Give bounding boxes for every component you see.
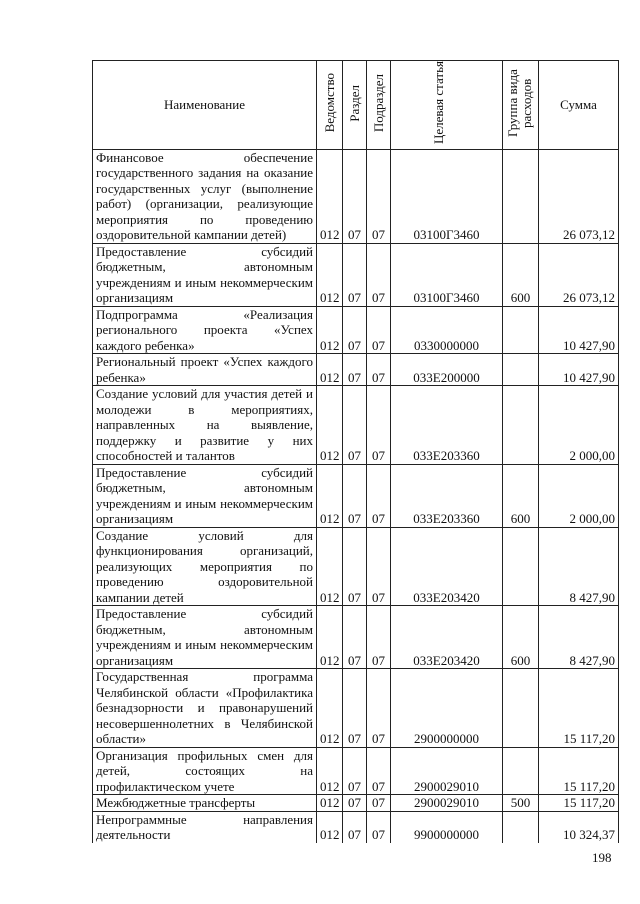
table-row [93,527,619,606]
cell-target: 2900029010 [391,747,503,795]
cell-target: 2900029010 [391,795,503,812]
cell-group [503,149,539,243]
cell-dept: 012 [317,464,343,527]
cell-section: 07 [343,747,367,795]
table-row [93,795,619,812]
cell-sum: 26 073,12 [539,243,619,306]
cell-name: Предоставление субсидий бюджетным, автономным учреждениям и иным некоммерческим организациям [93,464,317,527]
cell-section: 07 [343,386,367,465]
header-target [391,61,503,150]
cell-subsection: 07 [367,354,391,386]
cell-sum: 10 427,90 [539,306,619,354]
cell-name: Непрограммные направления деятельности [93,811,317,843]
header-sum: Сумма [539,61,619,150]
cell-name: Создание условий для участия детей и молодежи в мероприятиях, направленных на выявление, поддержку и развитие у них способностей и талантов [93,386,317,465]
cell-dept: 012 [317,527,343,606]
table-row [93,243,619,306]
cell-group [503,527,539,606]
table-row [93,669,619,748]
cell-target: 033Е200000 [391,354,503,386]
cell-name: Региональный проект «Успех каждого ребенка» [93,354,317,386]
cell-sum: 15 117,20 [539,795,619,812]
header-target-label: Целевая статья [430,61,446,145]
cell-section: 07 [343,811,367,843]
cell-name: Подпрограмма «Реализация регионального проекта «Успех каждого ребенка» [93,306,317,354]
cell-target: 033Е203420 [391,527,503,606]
cell-name: Организация профильных смен для детей, состоящих на профилактическом учете [93,747,317,795]
cell-sum: 8 427,90 [539,527,619,606]
header-section [343,61,367,150]
table-header-row [93,61,619,150]
table-row [93,747,619,795]
cell-section: 07 [343,306,367,354]
cell-group: 600 [503,464,539,527]
cell-group [503,747,539,795]
cell-dept: 012 [317,811,343,843]
table-row [93,386,619,465]
cell-sum: 2 000,00 [539,464,619,527]
table-row [93,464,619,527]
header-group [503,61,539,150]
cell-name: Финансовое обеспечение государственного задания на оказание государственных услуг (выполнение работ) (организации, реализующие мероприятия по проведению оздоровительной кампании детей) [93,149,317,243]
cell-name: Государственная программа Челябинской области «Профилактика безнадзорности и правонарушений несовершеннолетних в Челябинской области» [93,669,317,748]
cell-dept: 012 [317,606,343,669]
cell-sum: 15 117,20 [539,747,619,795]
header-subsection [367,61,391,150]
cell-group: 500 [503,795,539,812]
table-row [93,606,619,669]
cell-sum: 10 324,37 [539,811,619,843]
cell-group [503,669,539,748]
header-name: Наименование [93,61,317,150]
cell-subsection: 07 [367,386,391,465]
cell-subsection: 07 [367,527,391,606]
cell-dept: 012 [317,386,343,465]
cell-section: 07 [343,149,367,243]
cell-target: 9900000000 [391,811,503,843]
cell-section: 07 [343,606,367,669]
table-body [93,149,619,843]
cell-group [503,306,539,354]
cell-subsection: 07 [367,306,391,354]
cell-name: Межбюджетные трансферты [93,795,317,812]
cell-sum: 26 073,12 [539,149,619,243]
header-dept-label: Ведомство [321,73,337,133]
cell-group [503,354,539,386]
header-group-label: Группа вида расходов [504,69,534,137]
cell-dept: 012 [317,306,343,354]
table-row [93,811,619,843]
cell-target: 033Е203420 [391,606,503,669]
cell-dept: 012 [317,354,343,386]
cell-dept: 012 [317,149,343,243]
cell-sum: 15 117,20 [539,669,619,748]
cell-group: 600 [503,243,539,306]
page-number: 198 [592,850,612,865]
cell-subsection: 07 [367,795,391,812]
cell-sum: 8 427,90 [539,606,619,669]
cell-subsection: 07 [367,243,391,306]
cell-dept: 012 [317,747,343,795]
cell-name: Создание условий для функционирования организаций, реализующих мероприятия по проведению оздоровительной кампании детей [93,527,317,606]
cell-subsection: 07 [367,149,391,243]
cell-target: 033Е203360 [391,464,503,527]
budget-table [92,60,619,843]
cell-section: 07 [343,464,367,527]
cell-target: 03100Г3460 [391,149,503,243]
cell-dept: 012 [317,243,343,306]
cell-name: Предоставление субсидий бюджетным, автономным учреждениям и иным некоммерческим организациям [93,606,317,669]
cell-section: 07 [343,354,367,386]
cell-subsection: 07 [367,464,391,527]
cell-subsection: 07 [367,669,391,748]
cell-sum: 10 427,90 [539,354,619,386]
cell-dept: 012 [317,795,343,812]
cell-group [503,386,539,465]
cell-subsection: 07 [367,606,391,669]
cell-target: 033Е203360 [391,386,503,465]
cell-section: 07 [343,527,367,606]
cell-sum: 2 000,00 [539,386,619,465]
cell-target: 0330000000 [391,306,503,354]
header-dept [317,61,343,150]
cell-section: 07 [343,243,367,306]
table-row [93,149,619,243]
table-row [93,306,619,354]
cell-subsection: 07 [367,747,391,795]
cell-dept: 012 [317,669,343,748]
cell-name: Предоставление субсидий бюджетным, автономным учреждениям и иным некоммерческим организациям [93,243,317,306]
header-section-label: Раздел [346,84,362,122]
cell-section: 07 [343,669,367,748]
cell-group [503,811,539,843]
cell-group: 600 [503,606,539,669]
header-subsection-label: Подраздел [370,73,386,133]
cell-section: 07 [343,795,367,812]
table-row [93,354,619,386]
cell-target: 03100Г3460 [391,243,503,306]
cell-target: 2900000000 [391,669,503,748]
cell-subsection: 07 [367,811,391,843]
